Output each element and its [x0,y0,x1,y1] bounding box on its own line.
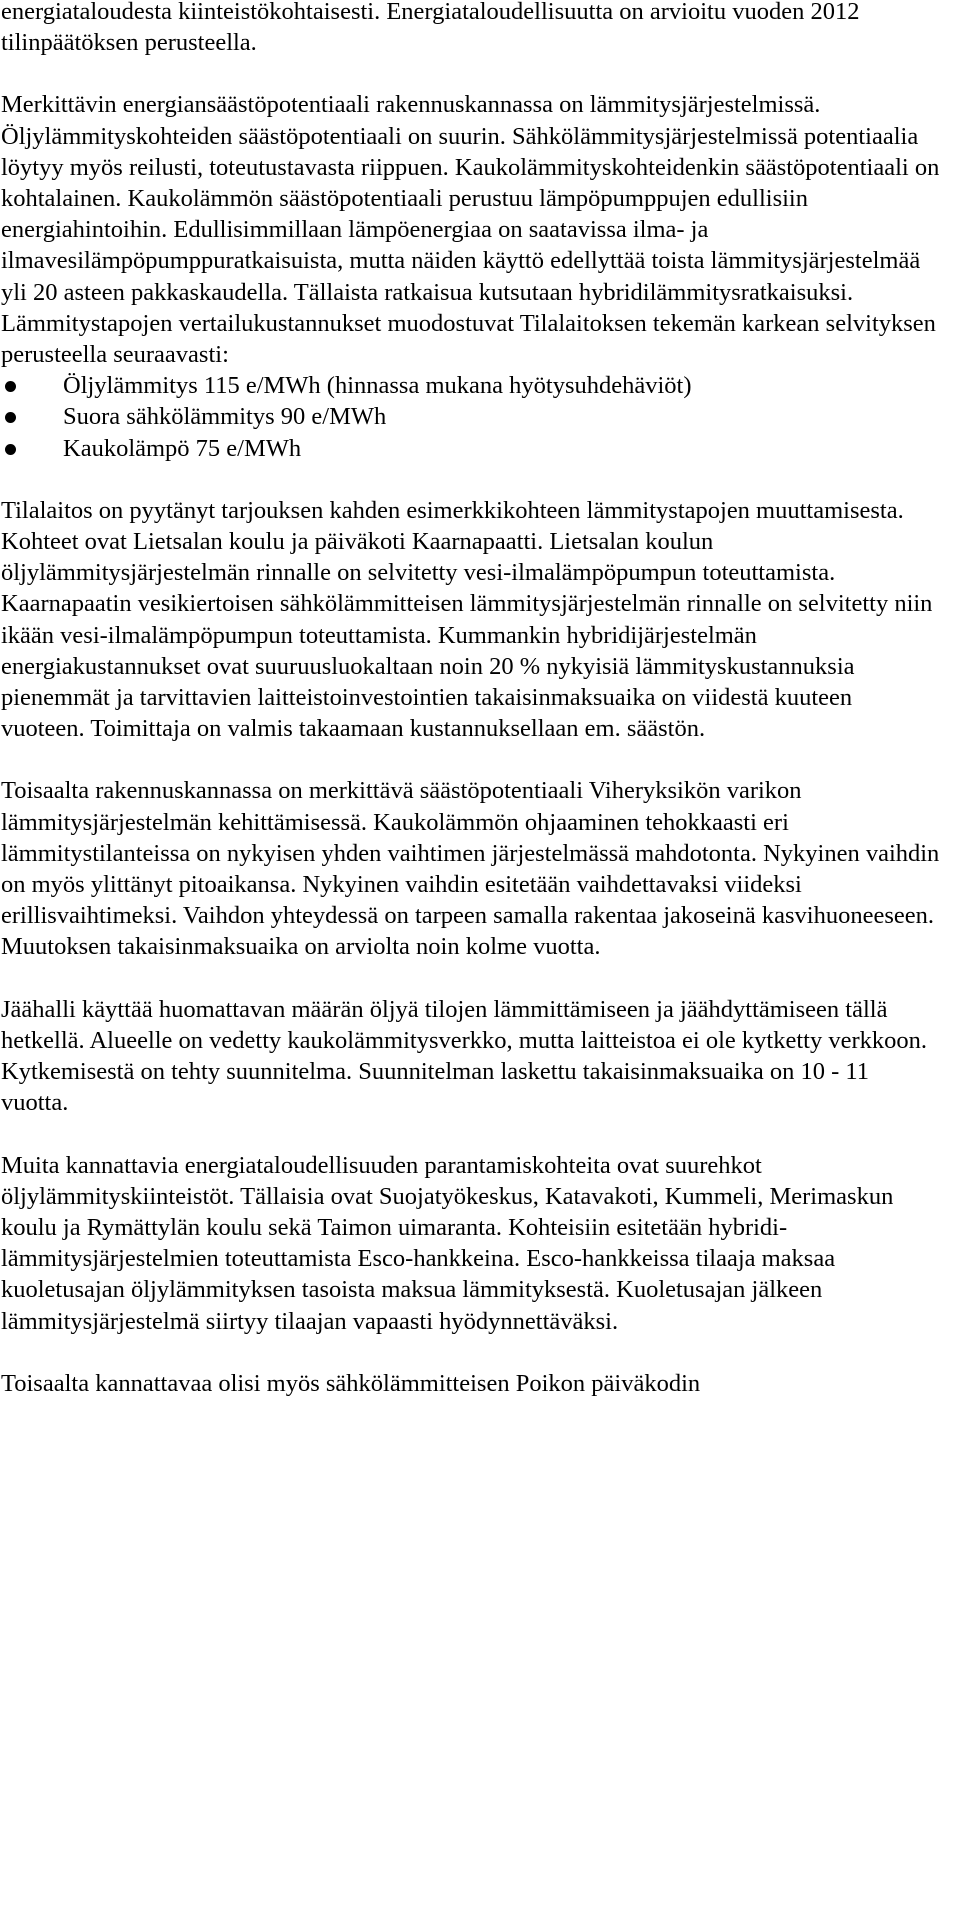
list-item [1,370,941,401]
heating-cost-list [1,370,941,464]
bullet-icon [5,444,16,455]
paragraph-depot-heating: Toisaalta rakennuskannassa on merkittävä säästöpotentiaali Viheryksikön varikon lämmitysjärjestelmän kehittämisessä. Kaukolämmön ohjaaminen tehokkaasti eri lämmitystilanteissa on nykyisen yhden vaihtimen järjestelmässä mahdotonta. Nykyinen vaihdin on myös ylittänyt pitoaikansa. Nykyinen vaihdin esitetään vaihdettavaksi viideksi erillisvaihtimeksi. Vaihdon yhteydessä on tarpeen samalla rakentaa jakoseinä kasvihuoneeseen. Muutoksen takaisinmaksuaika on arviolta noin kolme vuotta. [1,777,940,961]
paragraph-other-targets: Muita kannattavia energiataloudellisuuden parantamiskohteita ovat suurehkot öljylämmityskiinteistöt. Tällaisia ovat Suojatyökeskus, Katavakoti, Kummeli, Merimaskun koulu ja Rymättylän koulu sekä Taimon uimaranta. Kohteisiin esitetään hybridi-lämmitysjärjestelmien toteuttamista Esco-hankkeina. Esco-hankkeissa tilaaja maksaa kuoletusajan öljylämmityksen tasoista maksua lämmityksestä. Kuoletusajan jälkeen lämmitysjärjestelmä siirtyy tilaajan vapaasti hyödynnettäväksi. [1,1151,894,1335]
bullet-icon [5,381,16,392]
paragraph-savings-potential: Merkittävin energiansäästöpotentiaali rakennuskannassa on lämmitysjärjestelmissä. Öljylämmityskohteiden säästöpotentiaali on suurin. Sähkölämmitysjärjestelmissä potentiaalia löytyy myös reilusti, toteutustavasta riippuen. Kaukolämmityskohteidenkin säästöpotentiaali on kohtalainen. Kaukolämmön säästöpotentiaali perustuu lämpöpumppujen edullisiin energiahintoihin. Edullisimmillaan lämpöenergiaa on saatavissa ilma- ja ilmavesilämpöpumppuratkaisuista, mutta näiden käyttö edellyttää toista lämmitysjärjestelmää yli 20 asteen pakkaskaudella. Tällaista ratkaisua kutsutaan hybridilämmitysratkaisuksi. Lämmitystapojen vertailukustannukset muodostuvat Tilalaitoksen tekemän karkean selvityksen perusteella seuraavasti: [1,91,940,369]
paragraph-poikko-daycare: Toisaalta kannattavaa olisi myös sähkölämmitteisen Poikon päiväkodin [1,1369,701,1397]
paragraph-energy-evaluation: energiataloudesta kiinteistökohtaisesti. Energiataloudellisuutta on arvioitu vuoden 2012 tilinpäätöksen perusteella. [1,0,860,57]
list-item-text: Kaukolämpö 75 e/MWh [63,434,302,462]
document-page [1,0,941,1430]
bullet-icon [5,412,16,423]
paragraph-ice-hall: Jäähalli käyttää huomattavan määrän öljyä tilojen lämmittämiseen ja jäähdyttämiseen tällä hetkellä. Alueelle on vedetty kaukolämmitysverkko, mutta laitteistoa ei ole kytketty verkkoon. Kytkemisestä on tehty suunnitelma. Suunnitelman laskettu takaisinmaksuaika on 10 - 11 vuotta. [1,995,927,1117]
paragraph-example-sites: Tilalaitos on pyytänyt tarjouksen kahden esimerkkikohteen lämmitystapojen muuttamisesta. Kohteet ovat Lietsalan koulu ja päiväkoti Kaarnapaatti. Lietsalan koulun öljylämmitysjärjestelmän rinnalle on selvitetty vesi-ilmalämpöpumpun toteuttamista. Kaarnapaatin vesikiertoisen sähkölämmitteisen lämmitysjärjestelmän rinnalle on selvitetty niin ikään vesi-ilmalämpöpumpun toteuttamista. Kummankin hybridijärjestelmän energiakustannukset ovat suuruusluokaltaan noin 20 % nykyisiä lämmityskustannuksia pienemmät ja tarvittavien laitteistoinvestointien takaisinmaksuaika on viidestä kuuteen vuoteen. Toimittaja on valmis takaamaan kustannuksellaan em. säästön. [1,496,933,743]
list-item [1,433,941,464]
list-item [1,401,941,432]
list-item-text: Suora sähkölämmitys 90 e/MWh [63,403,387,431]
list-item-text: Öljylämmitys 115 e/MWh (hinnassa mukana hyötysuhdehäviöt) [63,372,692,400]
